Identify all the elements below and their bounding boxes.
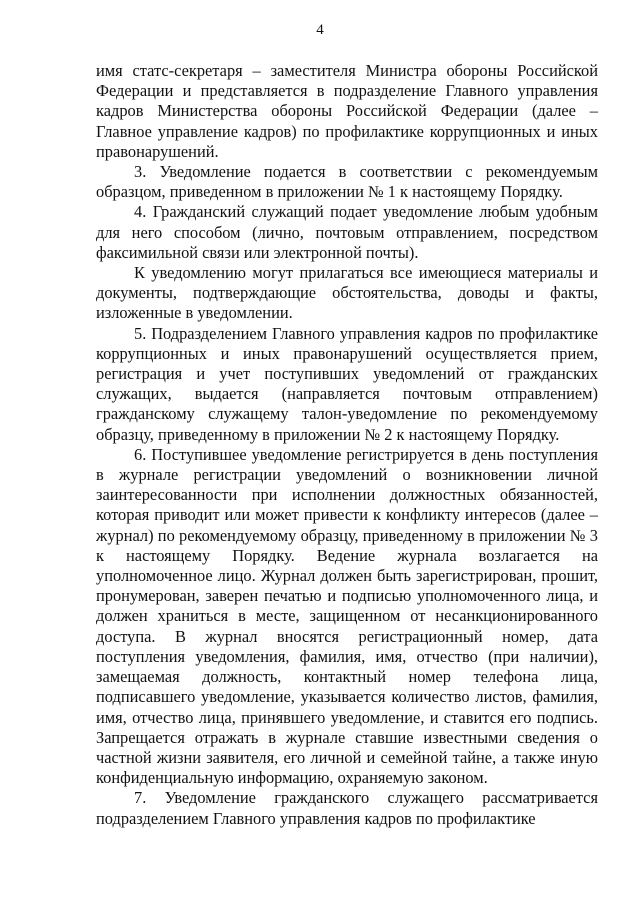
paragraph-item-3: 3. Уведомление подается в соответствии с рекомендуемым образцом, приведенном в приложении № 1 к настоящему Порядку. (96, 162, 598, 202)
paragraph-item-7: 7. Уведомление гражданского служащего рассматривается подразделением Главного управления кадров по профилактике (96, 788, 598, 828)
page-number: 4 (316, 22, 324, 38)
paragraph-continued: имя статс-секретаря – заместителя Министра обороны Российской Федерации и представляется в подразделение Главного управления кадров Министерства обороны Российской Федерации (далее – Главное управление кадров) по профилактике коррупционных и иных правонарушений. (96, 61, 598, 161)
paragraph-item-6: 6. Поступившее уведомление регистрируется в день поступления в журнале регистрации уведомлений о возникновении личной заинтересованности при исполнении должностных обязанностей, которая приводит или может привести к конфликту интересов (далее – журнал) по рекомендуемому образцу, приведенному в приложении № 3 к настоящему Порядку. Ведение журнала возлагается на уполномоченное лицо. Журнал должен быть зарегистрирован, прошит, пронумерован, заверен печатью и подписью уполномоченного лица, и должен храниться в месте, защищенном от несанкционированного доступа. В журнал вносятся регистрационный номер, дата поступления уведомления, фамилия, имя, отчество (при наличии), замещаемая должность, контактный номер телефона лица, подписавшего уведомление, указывается количество листов, фамилия, имя, отчество лица, принявшего уведомление, и ставится его подпись. Запрещается отражать в журнале ставшие известными сведения о частной жизни заявителя, его личной и семейной тайне, а также иную конфиденциальную информацию, охраняемую законом. (96, 444, 598, 788)
paragraph-item-5: 5. Подразделением Главного управления кадров по профилактике коррупционных и иных правонарушений осуществляется прием, регистрация и учет поступивших уведомлений от гражданских служащих, выдается (направляется почтовым отправлением) гражданскому служащему талон-уведомление по рекомендуемому образцу, приведенному в приложении № 2 к настоящему Порядку. (96, 323, 598, 444)
paragraph-attachments: К уведомлению могут прилагаться все имеющиеся материалы и документы, подтверждающие обстоятельства, доводы и факты, изложенные в уведомлении. (96, 263, 598, 323)
document-body (96, 61, 598, 829)
paragraph-item-4: 4. Гражданский служащий подает уведомление любым удобным для него способом (лично, почтовым отправлением, посредством факсимильной связи или электронной почты). (96, 202, 598, 262)
